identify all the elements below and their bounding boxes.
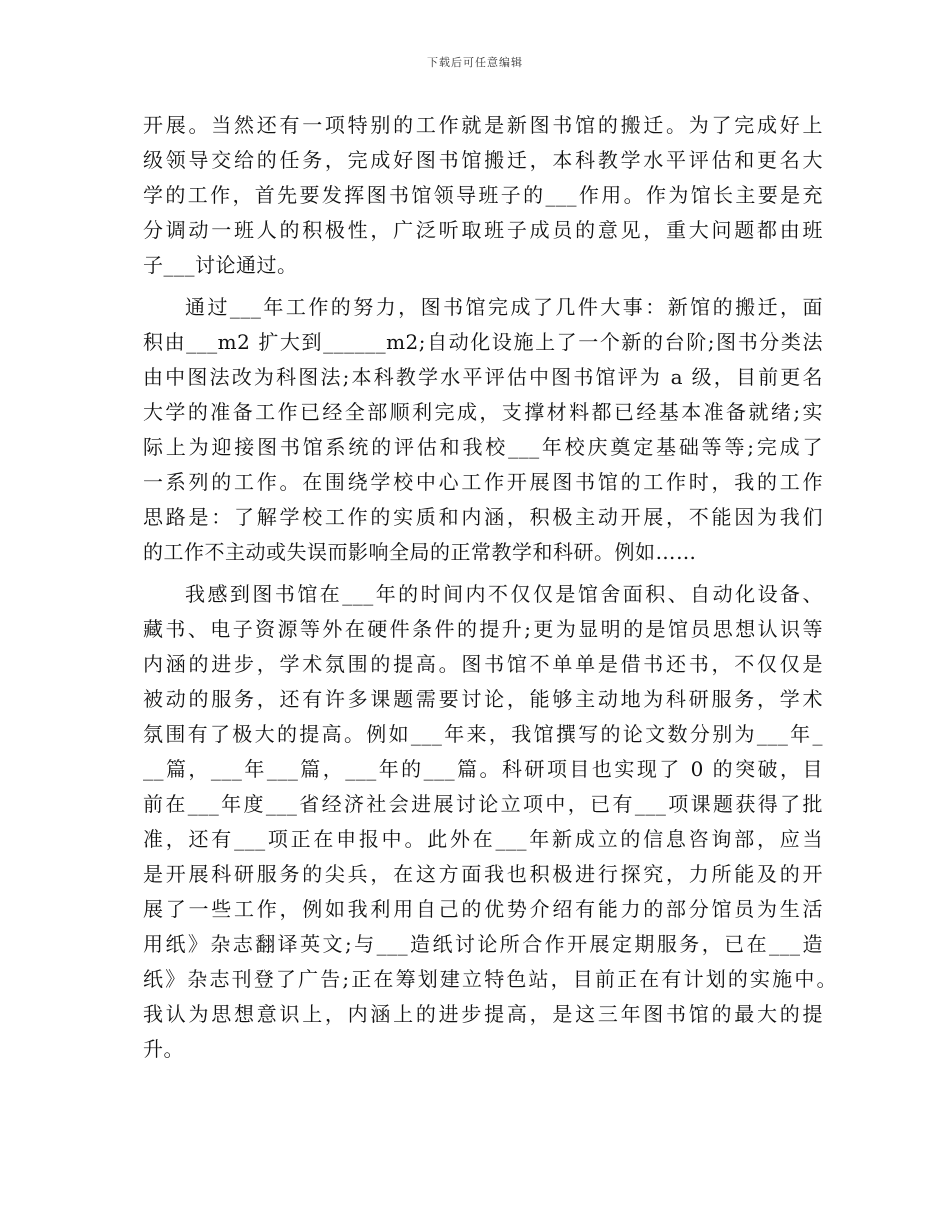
text-line: 级领导交给的任务，完成好图书馆搬迁，本科教学水平评估和更名大: [143, 148, 823, 172]
paragraph-3: [143, 577, 837, 1067]
page-header: 下载后可任意编辑: [427, 56, 523, 69]
text-line: 际上为迎接图书馆系统的评估和我校___年校庆奠定基础等等;完成了: [143, 435, 823, 459]
text-line: 大学的准备工作已经全部顺利完成，支撑材料都已经基本准备就绪;实: [143, 400, 823, 424]
text-line: 的工作不主动或失误而影响全局的正常教学和科研。例如……: [143, 540, 697, 564]
text-line: 被动的服务，还有许多课题需要讨论，能够主动地为科研服务，学术: [143, 687, 823, 711]
text-line: 升。: [143, 1037, 184, 1061]
text-line: 子___讨论通过。: [143, 253, 298, 277]
text-line: __篇，___年___篇，___年的___篇。科研项目也实现了 0 的突破，目: [143, 757, 823, 781]
text-line: 氛围有了极大的提高。例如___年来，我馆撰写的论文数分别为___年_: [143, 722, 823, 746]
text-line: 准，还有___项正在申报中。此外在___年新成立的信息咨询部，应当: [143, 827, 823, 851]
text-line: 我认为思想意识上，内涵上的进步提高，是这三年图书馆的最大的提: [143, 1002, 823, 1026]
text-line: 积由___m2 扩大到______m2;自动化设施上了一个新的台阶;图书分类法: [143, 330, 823, 354]
document-body: [143, 108, 837, 1067]
text-line: 通过___年工作的努力，图书馆完成了几件大事：新馆的搬迁，面: [185, 295, 823, 319]
text-line: 用纸》杂志翻译英文;与___造纸讨论所合作开展定期服务，已在___造: [143, 932, 823, 956]
text-line: 开展。当然还有一项特别的工作就是新图书馆的搬迁。为了完成好上: [143, 113, 823, 137]
paragraph-1: [143, 108, 823, 283]
text-line: 思路是：了解学校工作的实质和内涵，积极主动开展，不能因为我们: [143, 505, 823, 529]
text-line: 一系列的工作。在围绕学校中心工作开展图书馆的工作时，我的工作: [143, 470, 823, 494]
text-line: 是开展科研服务的尖兵，在这方面我也积极进行探究，力所能及的开: [143, 862, 823, 886]
text-line: 纸》杂志刊登了广告;正在筹划建立特色站，目前正在有计划的实施中。: [143, 967, 837, 991]
paragraph-2: [143, 290, 823, 570]
text-line: 内涵的进步，学术氛围的提高。图书馆不单单是借书还书，不仅仅是: [143, 652, 823, 676]
text-line: 我感到图书馆在___年的时间内不仅仅是馆舍面积、自动化设备、: [185, 582, 823, 606]
text-line: 分调动一班人的积极性，广泛听取班子成员的意见，重大问题都由班: [143, 218, 823, 242]
text-line: 前在___年度___省经济社会进展讨论立项中，已有___项课题获得了批: [143, 792, 823, 816]
text-line: 展了一些工作，例如我利用自己的优势介绍有能力的部分馆员为生活: [143, 897, 823, 921]
text-line: 由中图法改为科图法;本科教学水平评估中图书馆评为 a 级，目前更名: [143, 365, 823, 389]
text-line: 学的工作，首先要发挥图书馆领导班子的___作用。作为馆长主要是充: [143, 183, 823, 207]
text-line: 藏书、电子资源等外在硬件条件的提升;更为显明的是馆员思想认识等: [143, 617, 823, 641]
